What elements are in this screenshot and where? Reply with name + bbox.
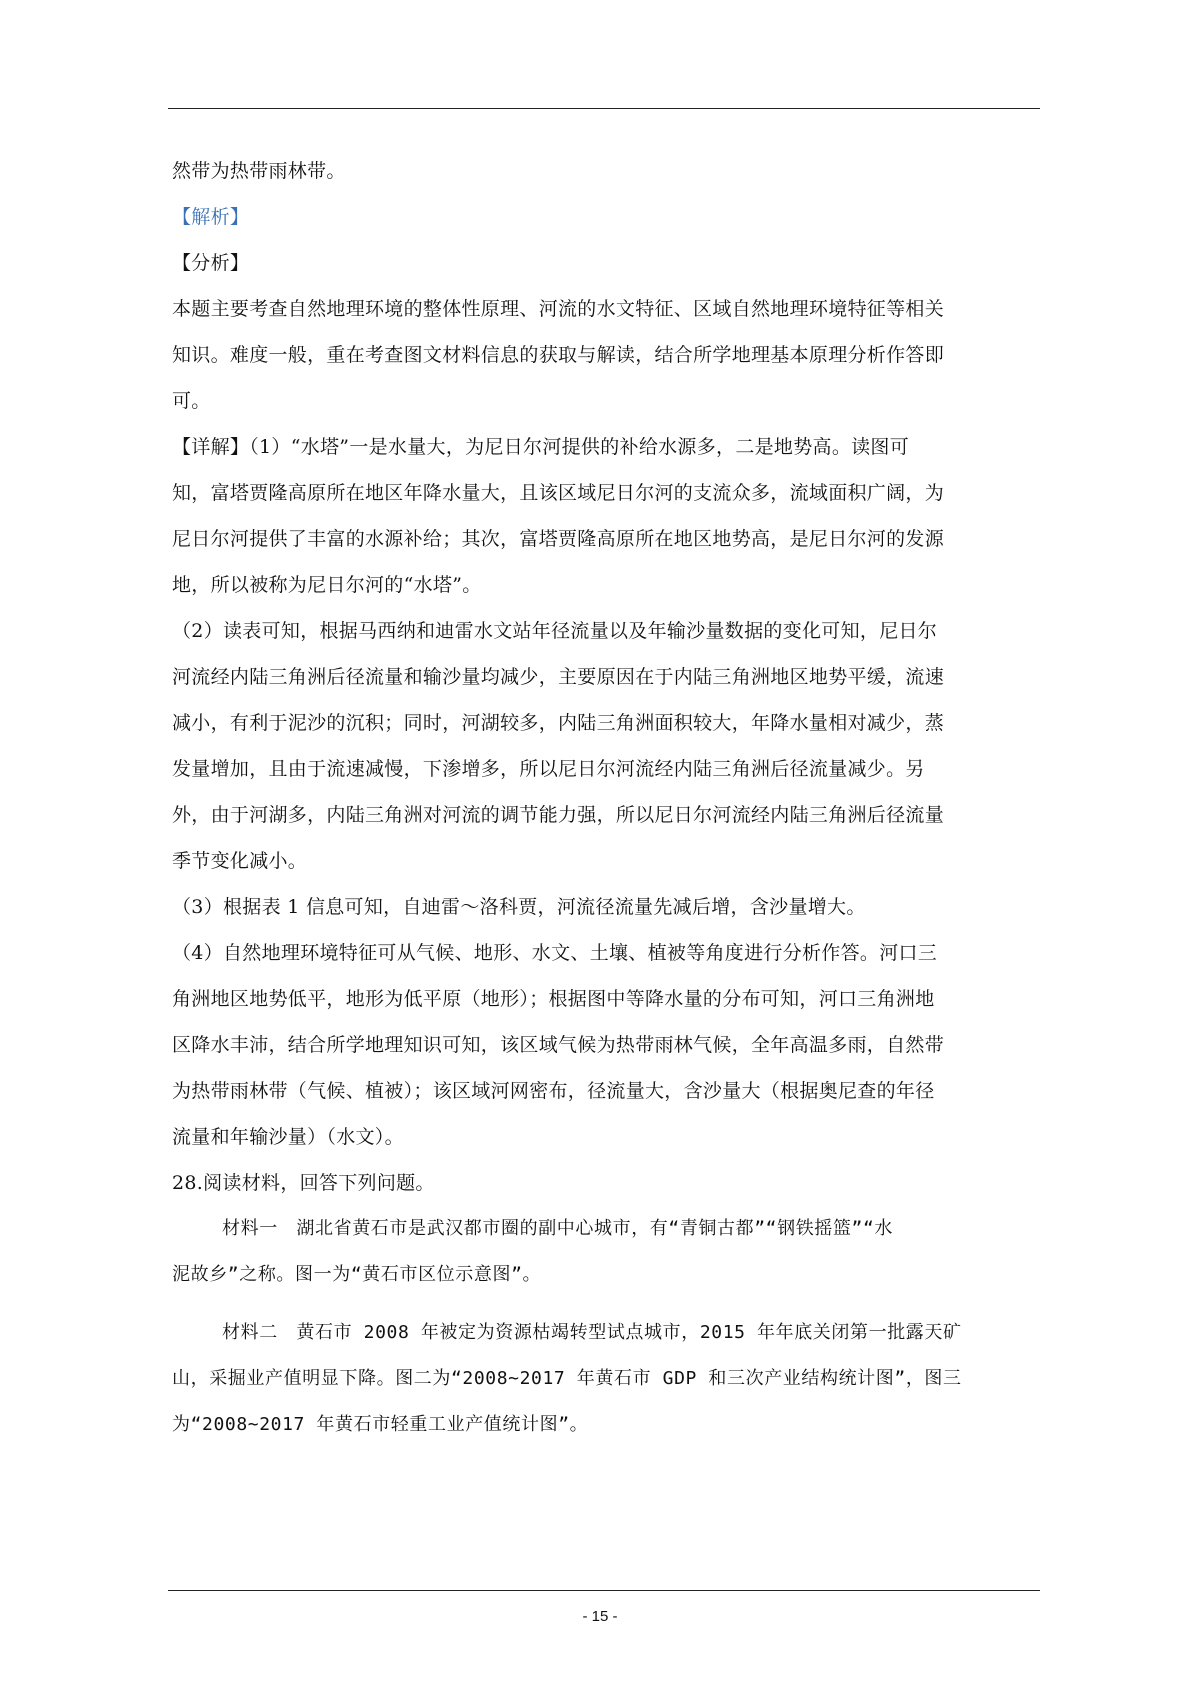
text-line: 本题主要考查自然地理环境的整体性原理、河流的水文特征、区域自然地理环境特征等相关 xyxy=(172,298,945,320)
question-28-title: 28.阅读材料，回答下列问题。 xyxy=(172,1172,435,1194)
page-body xyxy=(172,148,1040,1448)
fenxi-heading: 【分析】 xyxy=(172,252,250,274)
text-line: 季节变化减小。 xyxy=(172,850,308,872)
text-line: 发量增加，且由于流速减慢，下渗增多，所以尼日尔河流经内陆三角洲后径流量减少。另 xyxy=(172,758,925,780)
text-line: 外，由于河湖多，内陆三角洲对河流的调节能力强，所以尼日尔河流经内陆三角洲后径流量 xyxy=(172,804,945,826)
material-two-line: 为“2008~2017 年黄石市轻重工业产值统计图”。 xyxy=(172,1414,589,1435)
text-line: 知，富塔贾隆高原所在地区年降水量大，且该区域尼日尔河的支流众多，流域面积广阔，为 xyxy=(172,482,945,504)
text-line: 【详解】（1）“水塔”一是水量大，为尼日尔河提供的补给水源多，二是地势高。读图可 xyxy=(172,436,910,458)
material-one-line: 材料一 湖北省黄石市是武汉都市圈的副中心城市，有“青铜古都”“钢铁摇篮”“水 xyxy=(222,1218,893,1239)
text-line: 可。 xyxy=(172,390,211,412)
text-line: 角洲地区地势低平，地形为低平原（地形）；根据图中等降水量的分布可知，河口三角洲地 xyxy=(172,988,935,1010)
text-line: （3）根据表 1 信息可知，自迪雷～洛科贾，河流径流量先减后增，含沙量增大。 xyxy=(172,896,866,918)
text-line: 区降水丰沛，结合所学地理知识可知，该区域气候为热带雨林气候，全年高温多雨，自然带 xyxy=(172,1034,945,1056)
text-line: 然带为热带雨林带。 xyxy=(172,160,346,182)
jiexi-heading: 【解析】 xyxy=(172,206,250,228)
material-two-line: 材料二 黄石市 2008 年被定为资源枯竭转型试点城市，2015 年年底关闭第一批露天矿 xyxy=(222,1322,962,1343)
header-rule xyxy=(168,108,1040,109)
text-line: 地，所以被称为尼日尔河的“水塔”。 xyxy=(172,574,482,596)
text-line: （2）读表可知，根据马西纳和迪雷水文站年径流量以及年输沙量数据的变化可知，尼日尔 xyxy=(172,620,938,642)
footer-rule xyxy=(168,1590,1040,1591)
text-line: 尼日尔河提供了丰富的水源补给；其次，富塔贾隆高原所在地区地势高，是尼日尔河的发源 xyxy=(172,528,945,550)
text-line: 为热带雨林带（气候、植被）；该区域河网密布，径流量大，含沙量大（根据奥尼查的年径 xyxy=(172,1080,935,1102)
page-number: - 15 - xyxy=(582,1608,618,1625)
text-line: 流量和年输沙量）（水文）。 xyxy=(172,1126,404,1148)
text-line: （4）自然地理环境特征可从气候、地形、水文、土壤、植被等角度进行分析作答。河口三 xyxy=(172,942,938,964)
text-line: 知识。难度一般，重在考查图文材料信息的获取与解读，结合所学地理基本原理分析作答即 xyxy=(172,344,945,366)
text-line: 河流经内陆三角洲后径流量和输沙量均减少，主要原因在于内陆三角洲地区地势平缓，流速 xyxy=(172,666,945,688)
material-two-line: 山，采掘业产值明显下降。图二为“2008~2017 年黄石市 GDP 和三次产业结构统计图”，图三 xyxy=(172,1368,962,1389)
material-one-line: 泥故乡”之称。图一为“黄石市区位示意图”。 xyxy=(172,1264,542,1285)
text-line: 减小，有利于泥沙的沉积；同时，河湖较多，内陆三角洲面积较大，年降水量相对减少，蒸 xyxy=(172,712,945,734)
